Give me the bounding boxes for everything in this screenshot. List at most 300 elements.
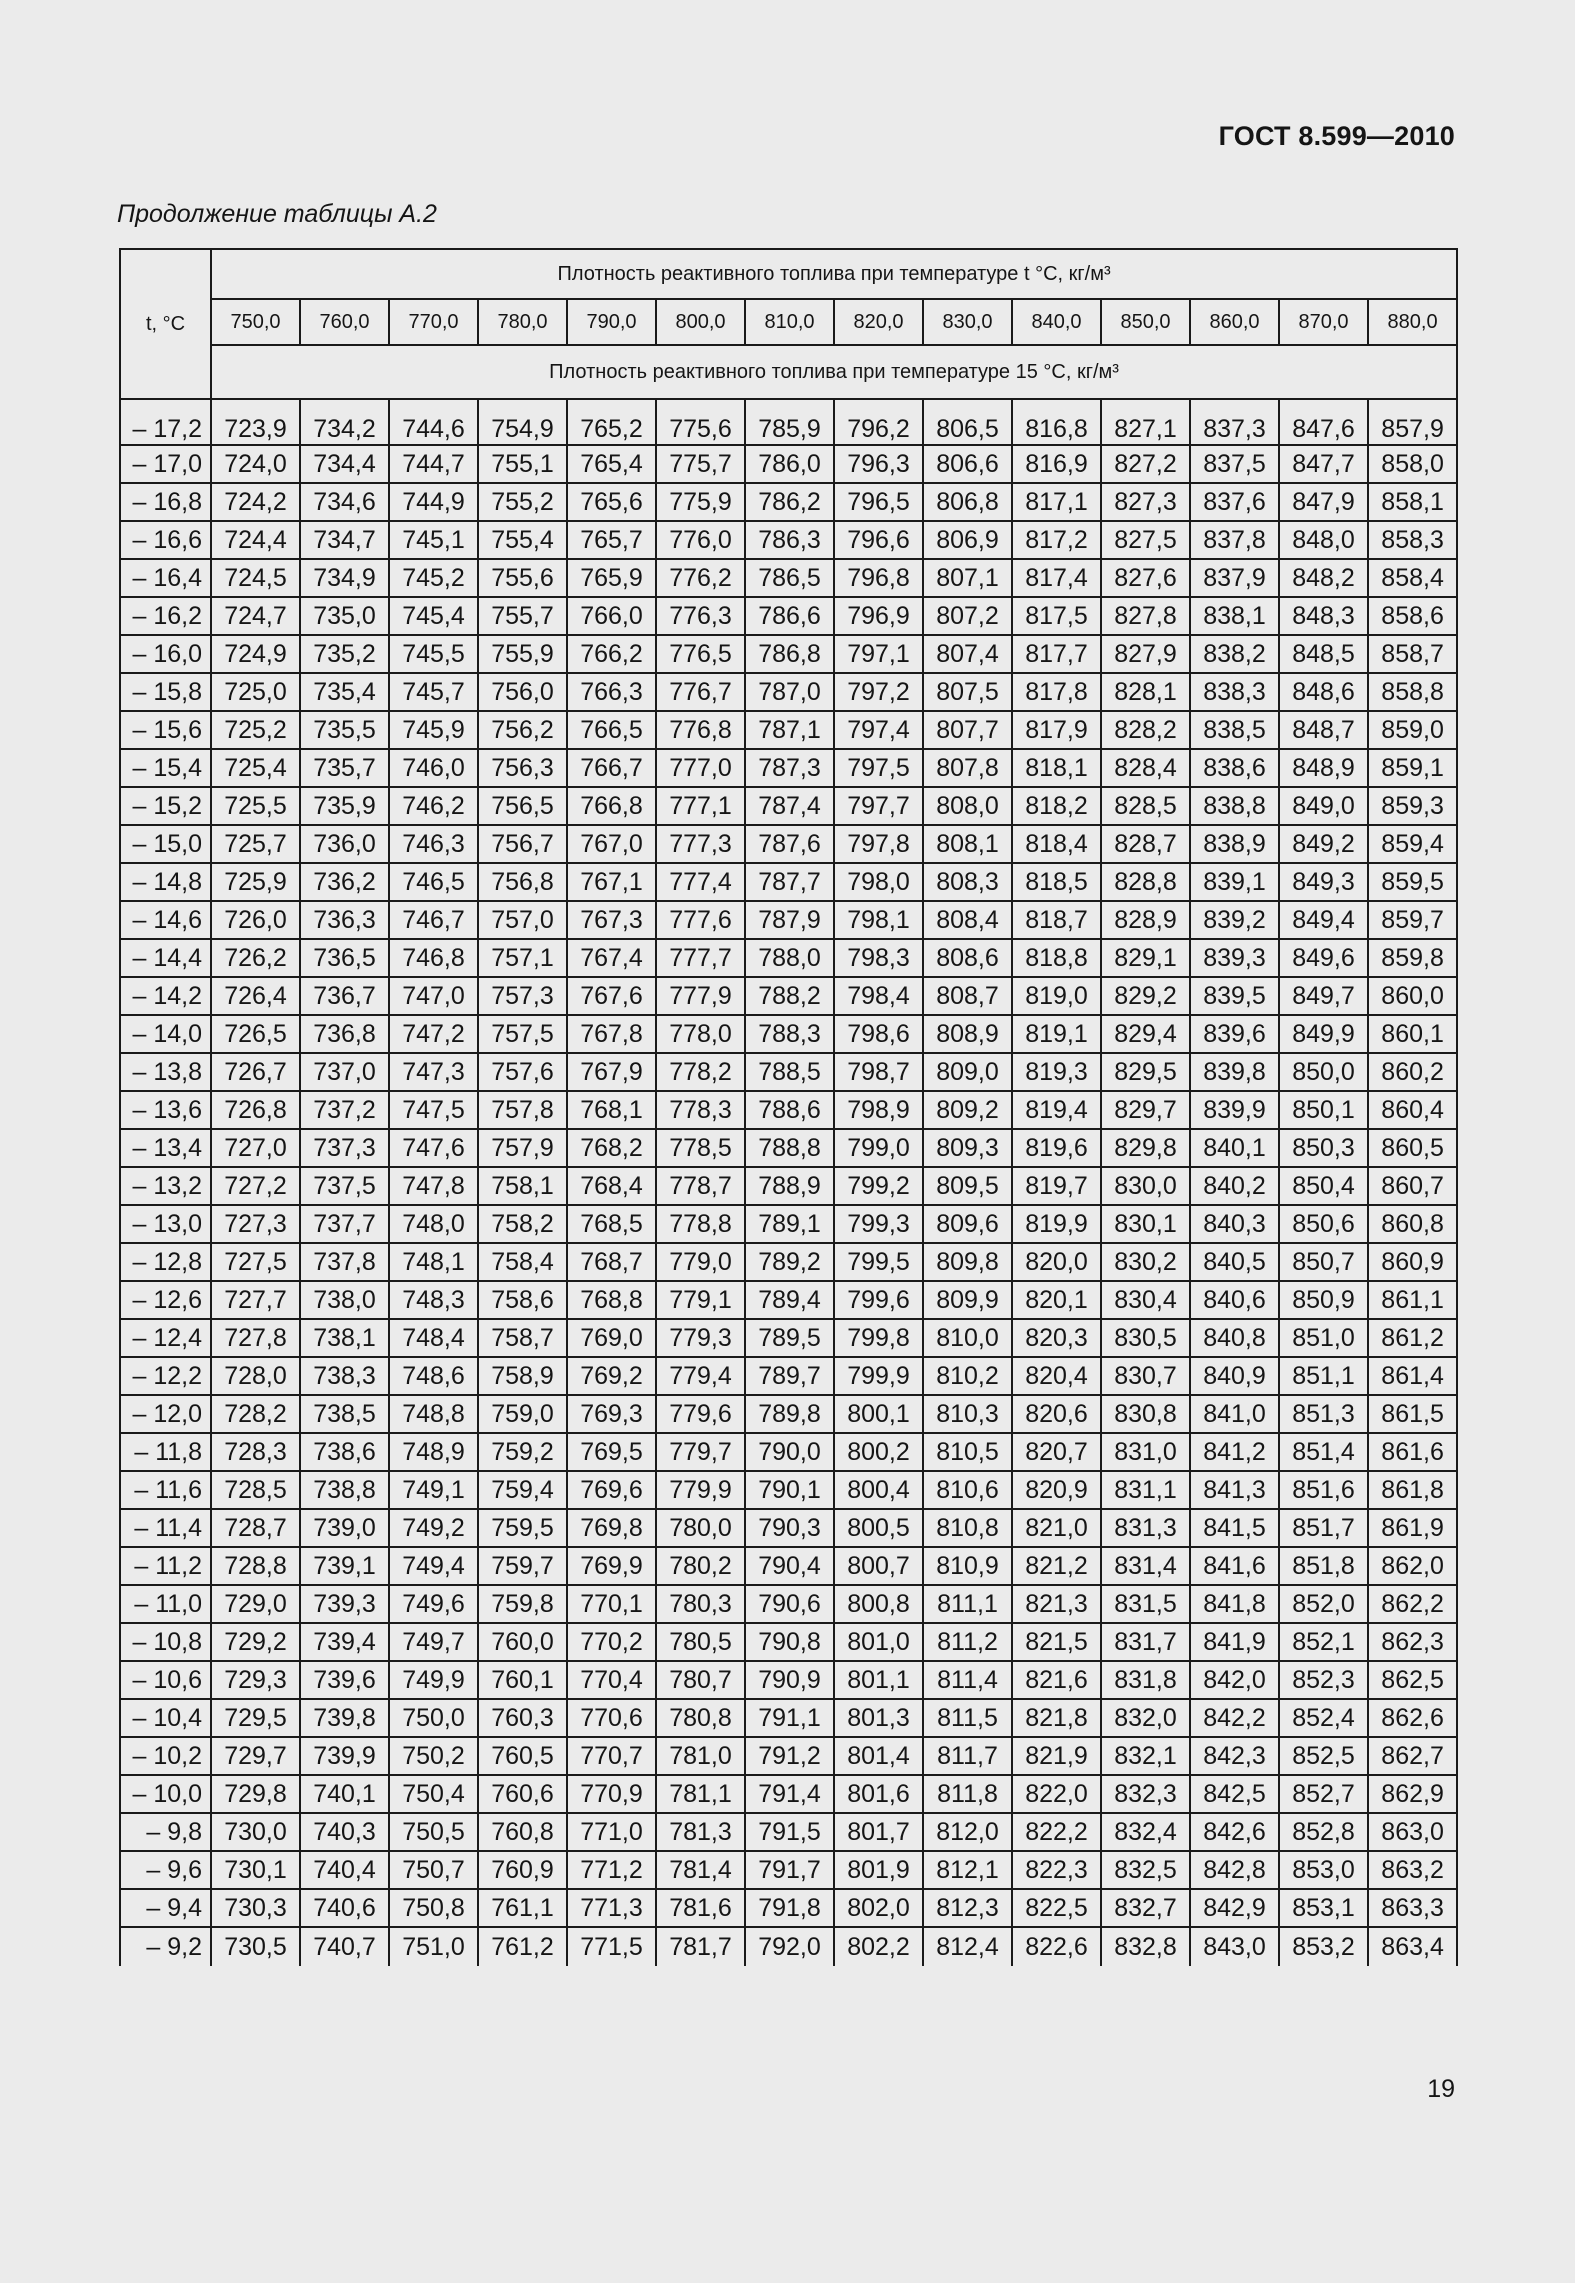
- density-cell: 745,9: [389, 711, 478, 749]
- density-cell: 821,3: [1012, 1585, 1101, 1623]
- density-cell: 809,2: [923, 1091, 1012, 1129]
- density-cell: 767,0: [567, 825, 656, 863]
- density-cell: 802,0: [834, 1889, 923, 1927]
- density-cell: 820,9: [1012, 1471, 1101, 1509]
- table-row: [120, 1547, 1457, 1585]
- density-cell: 787,9: [745, 901, 834, 939]
- column-header: 860,0: [1190, 299, 1279, 345]
- density-cell: 780,2: [656, 1547, 745, 1585]
- density-cell: 781,3: [656, 1813, 745, 1851]
- density-cell: 806,8: [923, 483, 1012, 521]
- density-cell: 850,7: [1279, 1243, 1368, 1281]
- density-cell: 851,0: [1279, 1319, 1368, 1357]
- density-cell: 776,2: [656, 559, 745, 597]
- density-cell: 806,9: [923, 521, 1012, 559]
- density-cell: 759,8: [478, 1585, 567, 1623]
- table-row: [120, 1357, 1457, 1395]
- density-cell: 766,0: [567, 597, 656, 635]
- density-cell: 827,5: [1101, 521, 1190, 559]
- density-cell: 808,7: [923, 977, 1012, 1015]
- density-cell: 828,1: [1101, 673, 1190, 711]
- density-cell: 858,8: [1368, 673, 1457, 711]
- density-cell: 858,6: [1368, 597, 1457, 635]
- density-cell: 810,0: [923, 1319, 1012, 1357]
- density-cell: 799,9: [834, 1357, 923, 1395]
- density-cell: 725,0: [211, 673, 300, 711]
- density-cell: 863,2: [1368, 1851, 1457, 1889]
- density-cell: 798,9: [834, 1091, 923, 1129]
- density-cell: 730,3: [211, 1889, 300, 1927]
- table-row: [120, 483, 1457, 521]
- density-cell: 863,0: [1368, 1813, 1457, 1851]
- density-cell: 760,1: [478, 1661, 567, 1699]
- density-cell: 749,9: [389, 1661, 478, 1699]
- density-cell: 759,2: [478, 1433, 567, 1471]
- density-cell: 757,6: [478, 1053, 567, 1091]
- density-cell: 737,3: [300, 1129, 389, 1167]
- density-cell: 799,3: [834, 1205, 923, 1243]
- density-cell: 817,1: [1012, 483, 1101, 521]
- density-cell: 769,8: [567, 1509, 656, 1547]
- density-cell: 830,0: [1101, 1167, 1190, 1205]
- density-cell: 769,2: [567, 1357, 656, 1395]
- density-cell: 755,9: [478, 635, 567, 673]
- density-cell: 770,1: [567, 1585, 656, 1623]
- density-cell: 797,4: [834, 711, 923, 749]
- density-cell: 819,9: [1012, 1205, 1101, 1243]
- density-cell: 818,4: [1012, 825, 1101, 863]
- table-row: [120, 1433, 1457, 1471]
- density-cell: 799,0: [834, 1129, 923, 1167]
- column-header: 760,0: [300, 299, 389, 345]
- density-cell: 724,2: [211, 483, 300, 521]
- density-cell: 808,6: [923, 939, 1012, 977]
- temperature-cell: – 11,0: [120, 1585, 211, 1623]
- density-cell: 727,3: [211, 1205, 300, 1243]
- density-cell: 725,2: [211, 711, 300, 749]
- density-cell: 862,5: [1368, 1661, 1457, 1699]
- density-cell: 860,7: [1368, 1167, 1457, 1205]
- temperature-cell: – 15,8: [120, 673, 211, 711]
- density-cell: 755,1: [478, 445, 567, 483]
- density-cell: 839,1: [1190, 863, 1279, 901]
- density-cell: 786,2: [745, 483, 834, 521]
- density-cell: 801,6: [834, 1775, 923, 1813]
- density-cell: 838,1: [1190, 597, 1279, 635]
- density-cell: 790,9: [745, 1661, 834, 1699]
- density-cell: 757,0: [478, 901, 567, 939]
- density-cell: 859,4: [1368, 825, 1457, 863]
- density-cell: 842,5: [1190, 1775, 1279, 1813]
- density-cell: 738,0: [300, 1281, 389, 1319]
- density-cell: 747,0: [389, 977, 478, 1015]
- density-cell: 746,0: [389, 749, 478, 787]
- density-cell: 849,4: [1279, 901, 1368, 939]
- density-cell: 799,5: [834, 1243, 923, 1281]
- density-cell: 848,2: [1279, 559, 1368, 597]
- density-cell: 840,9: [1190, 1357, 1279, 1395]
- density-cell: 808,9: [923, 1015, 1012, 1053]
- density-cell: 862,0: [1368, 1547, 1457, 1585]
- density-cell: 729,5: [211, 1699, 300, 1737]
- column-header: 870,0: [1279, 299, 1368, 345]
- density-cell: 744,7: [389, 445, 478, 483]
- density-cell: 777,7: [656, 939, 745, 977]
- density-cell: 745,7: [389, 673, 478, 711]
- density-cell: 766,8: [567, 787, 656, 825]
- density-cell: 735,2: [300, 635, 389, 673]
- density-cell: 801,4: [834, 1737, 923, 1775]
- density-cell: 848,5: [1279, 635, 1368, 673]
- density-cell: 748,8: [389, 1395, 478, 1433]
- density-cell: 797,5: [834, 749, 923, 787]
- temperature-cell: – 16,4: [120, 559, 211, 597]
- table-row: [120, 901, 1457, 939]
- density-cell: 778,8: [656, 1205, 745, 1243]
- density-cell: 779,7: [656, 1433, 745, 1471]
- density-cell: 792,0: [745, 1927, 834, 1966]
- density-cell: 827,6: [1101, 559, 1190, 597]
- density-cell: 807,5: [923, 673, 1012, 711]
- density-cell: 811,7: [923, 1737, 1012, 1775]
- density-cell: 760,0: [478, 1623, 567, 1661]
- table-row: [120, 1699, 1457, 1737]
- density-cell: 822,6: [1012, 1927, 1101, 1966]
- density-cell: 801,1: [834, 1661, 923, 1699]
- density-cell: 861,2: [1368, 1319, 1457, 1357]
- density-cell: 727,2: [211, 1167, 300, 1205]
- density-cell: 777,0: [656, 749, 745, 787]
- density-cell: 842,3: [1190, 1737, 1279, 1775]
- density-cell: 779,3: [656, 1319, 745, 1357]
- density-cell: 739,0: [300, 1509, 389, 1547]
- density-cell: 739,6: [300, 1661, 389, 1699]
- temperature-cell: – 16,8: [120, 483, 211, 521]
- temperature-cell: – 9,8: [120, 1813, 211, 1851]
- density-cell: 818,7: [1012, 901, 1101, 939]
- density-cell: 778,3: [656, 1091, 745, 1129]
- density-cell: 850,4: [1279, 1167, 1368, 1205]
- density-cell: 830,8: [1101, 1395, 1190, 1433]
- density-cell: 797,8: [834, 825, 923, 863]
- density-cell: 747,8: [389, 1167, 478, 1205]
- density-cell: 831,8: [1101, 1661, 1190, 1699]
- temperature-cell: – 10,2: [120, 1737, 211, 1775]
- density-cell: 761,1: [478, 1889, 567, 1927]
- density-cell: 789,2: [745, 1243, 834, 1281]
- temperature-cell: – 10,0: [120, 1775, 211, 1813]
- density-cell: 739,4: [300, 1623, 389, 1661]
- density-cell: 832,3: [1101, 1775, 1190, 1813]
- density-cell: 765,9: [567, 559, 656, 597]
- density-cell: 756,2: [478, 711, 567, 749]
- density-cell: 862,9: [1368, 1775, 1457, 1813]
- density-cell: 770,4: [567, 1661, 656, 1699]
- density-cell: 852,8: [1279, 1813, 1368, 1851]
- density-cell: 841,2: [1190, 1433, 1279, 1471]
- density-cell: 860,8: [1368, 1205, 1457, 1243]
- density-cell: 839,9: [1190, 1091, 1279, 1129]
- density-cell: 791,2: [745, 1737, 834, 1775]
- density-cell: 729,0: [211, 1585, 300, 1623]
- density-cell: 769,6: [567, 1471, 656, 1509]
- density-cell: 746,5: [389, 863, 478, 901]
- temperature-cell: – 14,4: [120, 939, 211, 977]
- density-cell: 809,6: [923, 1205, 1012, 1243]
- density-cell: 768,1: [567, 1091, 656, 1129]
- density-cell: 828,5: [1101, 787, 1190, 825]
- density-cell: 812,4: [923, 1927, 1012, 1966]
- density-cell: 770,7: [567, 1737, 656, 1775]
- density-cell: 831,1: [1101, 1471, 1190, 1509]
- temperature-cell: – 12,6: [120, 1281, 211, 1319]
- density-cell: 726,5: [211, 1015, 300, 1053]
- density-cell: 750,7: [389, 1851, 478, 1889]
- density-cell: 861,8: [1368, 1471, 1457, 1509]
- density-cell: 734,7: [300, 521, 389, 559]
- temperature-cell: – 14,0: [120, 1015, 211, 1053]
- density-cell: 819,6: [1012, 1129, 1101, 1167]
- density-cell: 786,8: [745, 635, 834, 673]
- density-cell: 848,9: [1279, 749, 1368, 787]
- density-cell: 816,9: [1012, 445, 1101, 483]
- density-cell: 861,9: [1368, 1509, 1457, 1547]
- density-cell: 756,0: [478, 673, 567, 711]
- density-cell: 862,7: [1368, 1737, 1457, 1775]
- density-cell: 724,5: [211, 559, 300, 597]
- density-cell: 724,4: [211, 521, 300, 559]
- density-cell: 837,6: [1190, 483, 1279, 521]
- table-row: [120, 1091, 1457, 1129]
- density-cell: 749,2: [389, 1509, 478, 1547]
- density-cell: 808,4: [923, 901, 1012, 939]
- density-cell: 758,4: [478, 1243, 567, 1281]
- density-cell: 817,7: [1012, 635, 1101, 673]
- density-cell: 729,2: [211, 1623, 300, 1661]
- density-cell: 842,8: [1190, 1851, 1279, 1889]
- table-row: [120, 597, 1457, 635]
- density-cell: 740,6: [300, 1889, 389, 1927]
- density-cell: 736,8: [300, 1015, 389, 1053]
- density-cell: 819,1: [1012, 1015, 1101, 1053]
- density-cell: 788,6: [745, 1091, 834, 1129]
- density-cell: 725,5: [211, 787, 300, 825]
- density-cell: 807,4: [923, 635, 1012, 673]
- density-cell: 817,5: [1012, 597, 1101, 635]
- density-cell: 781,4: [656, 1851, 745, 1889]
- density-cell: 729,8: [211, 1775, 300, 1813]
- density-cell: 847,9: [1279, 483, 1368, 521]
- density-cell: 808,1: [923, 825, 1012, 863]
- density-cell: 858,3: [1368, 521, 1457, 559]
- table-row: [120, 1509, 1457, 1547]
- density-cell: 745,1: [389, 521, 478, 559]
- density-cell: 728,3: [211, 1433, 300, 1471]
- density-cell: 725,7: [211, 825, 300, 863]
- density-cell: 800,7: [834, 1547, 923, 1585]
- table-row: [120, 635, 1457, 673]
- table-row: [120, 521, 1457, 559]
- density-cell: 739,8: [300, 1699, 389, 1737]
- density-cell: 730,5: [211, 1927, 300, 1966]
- density-cell: 849,6: [1279, 939, 1368, 977]
- density-cell: 828,9: [1101, 901, 1190, 939]
- column-header: 750,0: [211, 299, 300, 345]
- column-header: 780,0: [478, 299, 567, 345]
- density-cell: 801,3: [834, 1699, 923, 1737]
- density-cell: 858,1: [1368, 483, 1457, 521]
- density-cell: 830,2: [1101, 1243, 1190, 1281]
- density-cell: 820,7: [1012, 1433, 1101, 1471]
- density-cell: 746,8: [389, 939, 478, 977]
- density-cell: 780,0: [656, 1509, 745, 1547]
- density-cell: 841,8: [1190, 1585, 1279, 1623]
- density-cell: 788,0: [745, 939, 834, 977]
- density-cell: 775,9: [656, 483, 745, 521]
- density-cell: 778,2: [656, 1053, 745, 1091]
- density-cell: 798,0: [834, 863, 923, 901]
- density-cell: 779,0: [656, 1243, 745, 1281]
- density-cell: 842,0: [1190, 1661, 1279, 1699]
- density-cell: 811,4: [923, 1661, 1012, 1699]
- density-cell: 747,5: [389, 1091, 478, 1129]
- density-cell: 735,0: [300, 597, 389, 635]
- density-cell: 758,7: [478, 1319, 567, 1357]
- density-cell: 817,9: [1012, 711, 1101, 749]
- temperature-cell: – 14,2: [120, 977, 211, 1015]
- density-cell: 745,5: [389, 635, 478, 673]
- density-cell: 860,2: [1368, 1053, 1457, 1091]
- density-cell: 765,4: [567, 445, 656, 483]
- density-cell: 777,9: [656, 977, 745, 1015]
- table-caption: Продолжение таблицы А.2: [117, 200, 437, 228]
- density-cell: 819,3: [1012, 1053, 1101, 1091]
- table-row: [120, 559, 1457, 597]
- density-cell: 831,0: [1101, 1433, 1190, 1471]
- density-cell: 765,6: [567, 483, 656, 521]
- density-cell: 800,1: [834, 1395, 923, 1433]
- density-cell: 740,1: [300, 1775, 389, 1813]
- density-cell: 724,9: [211, 635, 300, 673]
- table-row: [120, 1927, 1457, 1966]
- table-row: [120, 1623, 1457, 1661]
- density-cell: 750,4: [389, 1775, 478, 1813]
- density-cell: 746,3: [389, 825, 478, 863]
- density-cell: 831,3: [1101, 1509, 1190, 1547]
- density-cell: 809,5: [923, 1167, 1012, 1205]
- column-header: 840,0: [1012, 299, 1101, 345]
- density-cell: 812,0: [923, 1813, 1012, 1851]
- density-cell: 842,2: [1190, 1699, 1279, 1737]
- density-cell: 799,8: [834, 1319, 923, 1357]
- density-cell: 811,2: [923, 1623, 1012, 1661]
- density-cell: 796,2: [834, 399, 923, 445]
- density-cell: 850,3: [1279, 1129, 1368, 1167]
- temperature-cell: – 16,0: [120, 635, 211, 673]
- density-cell: 737,5: [300, 1167, 389, 1205]
- standard-code: ГОСТ 8.599—2010: [1218, 121, 1455, 151]
- density-cell: 818,2: [1012, 787, 1101, 825]
- density-cell: 744,9: [389, 483, 478, 521]
- density-cell: 818,8: [1012, 939, 1101, 977]
- density-cell: 738,5: [300, 1395, 389, 1433]
- density-cell: 860,1: [1368, 1015, 1457, 1053]
- density-cell: 749,7: [389, 1623, 478, 1661]
- column-headers: [120, 299, 1457, 345]
- density-cell: 831,7: [1101, 1623, 1190, 1661]
- density-cell: 757,3: [478, 977, 567, 1015]
- density-cell: 776,5: [656, 635, 745, 673]
- column-header: 770,0: [389, 299, 478, 345]
- density-cell: 750,2: [389, 1737, 478, 1775]
- density-cell: 769,9: [567, 1547, 656, 1585]
- density-cell: 838,8: [1190, 787, 1279, 825]
- density-cell: 837,5: [1190, 445, 1279, 483]
- density-cell: 750,8: [389, 1889, 478, 1927]
- density-cell: 810,3: [923, 1395, 1012, 1433]
- density-cell: 758,9: [478, 1357, 567, 1395]
- density-cell: 771,0: [567, 1813, 656, 1851]
- density-cell: 737,2: [300, 1091, 389, 1129]
- density-cell: 807,2: [923, 597, 1012, 635]
- density-cell: 791,1: [745, 1699, 834, 1737]
- density-cell: 838,3: [1190, 673, 1279, 711]
- table-row: [120, 825, 1457, 863]
- density-cell: 749,4: [389, 1547, 478, 1585]
- density-cell: 755,4: [478, 521, 567, 559]
- density-cell: 777,4: [656, 863, 745, 901]
- temperature-cell: – 17,2: [120, 399, 211, 445]
- density-cell: 860,4: [1368, 1091, 1457, 1129]
- table-row: [120, 1851, 1457, 1889]
- density-cell: 832,8: [1101, 1927, 1190, 1966]
- density-cell: 859,8: [1368, 939, 1457, 977]
- table-row: [120, 1319, 1457, 1357]
- density-cell: 771,5: [567, 1927, 656, 1966]
- density-cell: 779,4: [656, 1357, 745, 1395]
- density-cell: 840,2: [1190, 1167, 1279, 1205]
- density-cell: 822,2: [1012, 1813, 1101, 1851]
- density-cell: 849,7: [1279, 977, 1368, 1015]
- temperature-cell: – 11,2: [120, 1547, 211, 1585]
- table-row: [120, 1053, 1457, 1091]
- density-cell: 796,3: [834, 445, 923, 483]
- density-cell: 727,7: [211, 1281, 300, 1319]
- density-cell: 819,0: [1012, 977, 1101, 1015]
- temperature-cell: – 13,8: [120, 1053, 211, 1091]
- density-cell: 790,4: [745, 1547, 834, 1585]
- density-cell: 759,5: [478, 1509, 567, 1547]
- density-cell: 750,0: [389, 1699, 478, 1737]
- density-cell: 734,6: [300, 483, 389, 521]
- density-cell: 853,0: [1279, 1851, 1368, 1889]
- density-cell: 839,2: [1190, 901, 1279, 939]
- density-cell: 860,9: [1368, 1243, 1457, 1281]
- density-cell: 809,8: [923, 1243, 1012, 1281]
- density-cell: 748,3: [389, 1281, 478, 1319]
- density-cell: 817,8: [1012, 673, 1101, 711]
- table-row: [120, 1243, 1457, 1281]
- density-cell: 812,1: [923, 1851, 1012, 1889]
- temperature-cell: – 11,8: [120, 1433, 211, 1471]
- density-cell: 728,2: [211, 1395, 300, 1433]
- density-cell: 760,5: [478, 1737, 567, 1775]
- density-cell: 778,5: [656, 1129, 745, 1167]
- column-header: 810,0: [745, 299, 834, 345]
- table-row: [120, 1471, 1457, 1509]
- density-cell: 729,7: [211, 1737, 300, 1775]
- density-cell: 769,0: [567, 1319, 656, 1357]
